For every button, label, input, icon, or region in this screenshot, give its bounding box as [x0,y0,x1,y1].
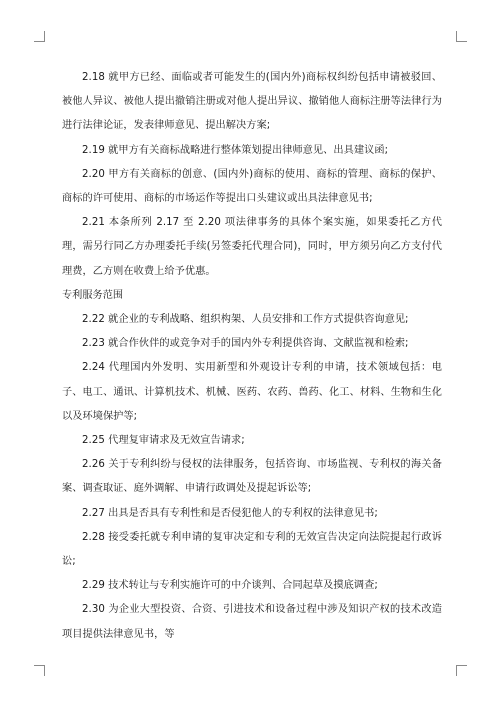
paragraph-2-27: 2.27 出具是否具有专利性和是否侵犯他人的专利权的法律意见书; [82,507,378,519]
paragraph-2-25: 2.25 代理复审请求及无效宣告请求; [82,435,245,447]
paragraph-2-22: 2.22 就企业的专利战略、组织构架、人员安排和工作方式提供咨询意见; [82,314,409,326]
section-heading: 专利服务范围 [62,289,124,301]
paragraph-2-18: 2.18 就甲方已经、面临或者可能发生的(国内外)商标权纠纷包括申请被驳回、被他人异议、被他人提出撤销注册或对他人提出异议、撤销他人商标注册等法律行为进行法律论证，发表律师意见、提出解决方案; [62,72,442,132]
paragraph-2-23: 2.23 就合作伙伴的或竞争对手的国内外专利提供咨询、文献监视和检索; [82,338,409,350]
paragraph-2-26: 2.26 关于专利纠纷与侵权的法律服务，包括咨询、市场监视、专利权的海关备案、调查取证、庭外调解、申请行政调处及提起诉讼等; [62,459,442,495]
paragraph-2-19: 2.19 就甲方有关商标战略进行整体策划提出律师意见、出具建议函; [82,144,389,156]
crop-mark-bottom-left [34,665,45,676]
paragraph-2-29: 2.29 技术转让与专利实施许可的中介谈判、合同起草及摸底调查; [82,580,378,592]
paragraph-2-21: 2.21 本条所列 2.17 至 2.20 项法律事务的具体个案实施，如果委托乙方代理，需另行同乙方办理委托手续(另签委托代理合同)，同时，甲方须另向乙方支付代理费，乙方则在收费上给予优惠。 [62,217,442,277]
paragraph-2-20: 2.20 甲方有关商标的创意、(国内外)商标的使用、商标的管理、商标的保护、商标的许可使用、商标的市场运作等提出口头建议或出具法律意见书; [62,168,442,205]
paragraph-2-30: 2.30 为企业大型投资、合资、引进技术和设备过程中涉及知识产权的技术改造项目提供法律意见书，等 [62,604,442,640]
crop-mark-top-right [456,31,467,42]
crop-mark-top-left [34,31,45,42]
crop-mark-bottom-right [456,665,467,676]
document-body [62,66,442,647]
paragraph-2-28: 2.28 接受委托就专利申请的复审决定和专利的无效宣告决定向法院提起行政诉讼; [62,531,442,568]
paragraph-2-24: 2.24 代理国内外发明、实用新型和外观设计专利的申请，技术领域包括：电子、电工、通讯、计算机技术、机械、医药、农药、兽药、化工、材料、生物和生化以及环境保护等; [62,362,442,422]
